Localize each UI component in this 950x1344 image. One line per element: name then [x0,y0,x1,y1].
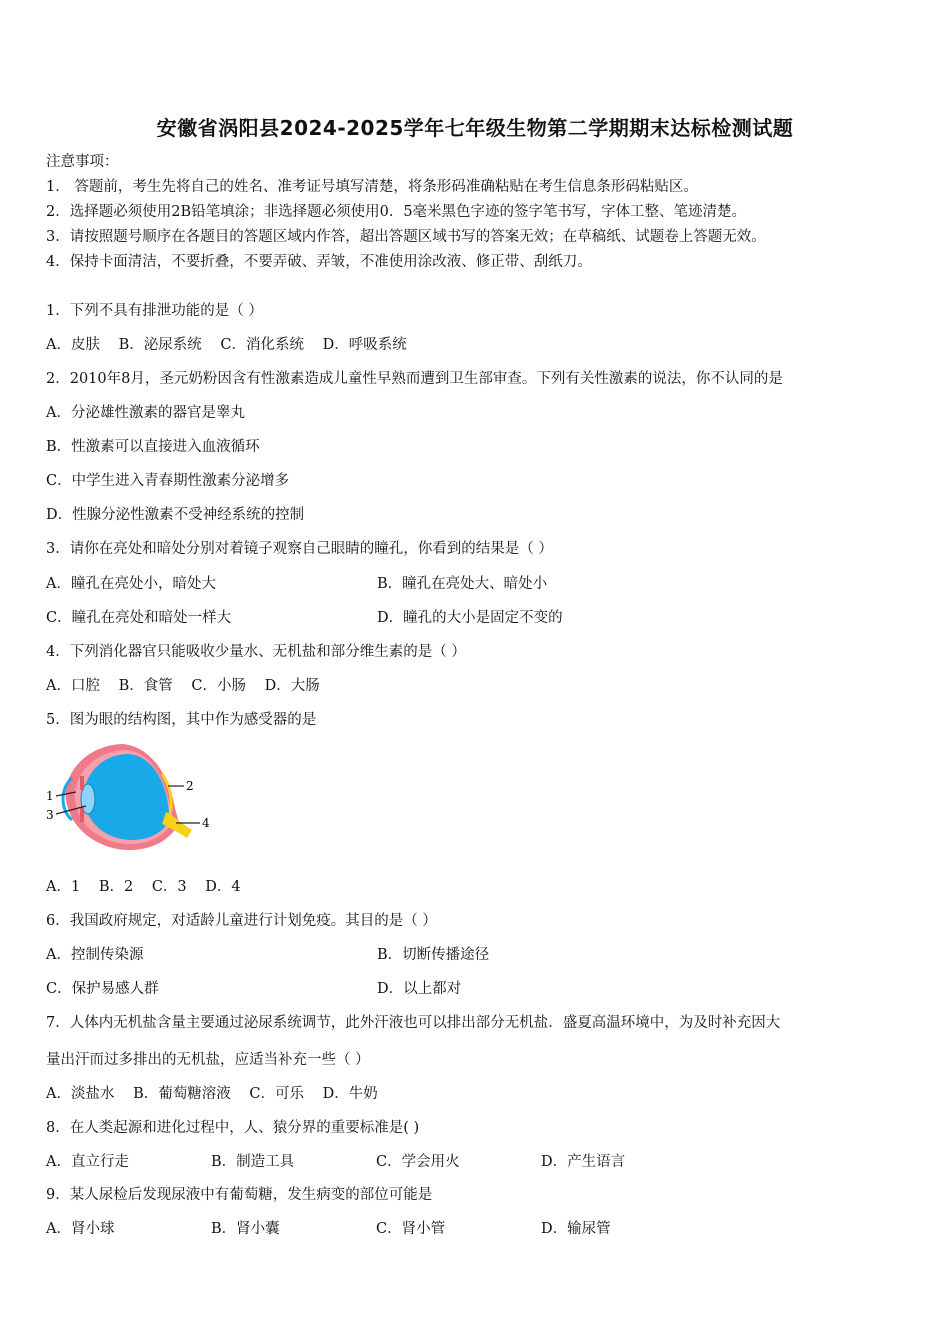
option[interactable]: A．肾小球 [46,1221,115,1237]
figure-label: 1 [46,789,54,803]
option[interactable]: A．分泌雄性激素的器官是睾丸 [46,405,245,421]
notice-item: 3．请按照题号顺序在各题目的答题区域内作答，超出答题区域书写的答案无效；在草稿纸、试题卷上答题无效。 [46,229,766,245]
option[interactable]: B．食管 [118,678,173,694]
option[interactable]: D．呼吸系统 [322,337,407,353]
question-stem: 4．下列消化器官只能吸收少量水、无机盐和部分维生素的是（ ） [46,644,466,660]
option[interactable]: C．肾小管 [376,1221,446,1237]
figure-label: 4 [202,816,210,830]
figure-label: 3 [46,808,54,822]
question-stem-continued: 量出汗而过多排出的无机盐，应适当补充一些（ ） [46,1052,370,1068]
option[interactable]: D．瞳孔的大小是固定不变的 [377,610,563,626]
option[interactable]: A．口腔 [46,678,100,694]
option[interactable]: D．大肠 [264,678,320,694]
iris-lower [80,808,84,822]
question-stem: 3．请你在亮处和暗处分别对着镜子观察自己眼睛的瞳孔，你看到的结果是（ ） [46,541,553,557]
page-title: 安徽省涡阳县2024-2025学年七年级生物第二学期期末达标检测试题 [156,116,794,140]
question-stem: 6．我国政府规定，对适龄儿童进行计划免疫。其目的是（ ） [46,913,437,929]
option[interactable]: C．消化系统 [220,337,304,353]
notice-item: 2．选择题必须使用2B铅笔填涂；非选择题必须使用0．5毫米黑色字迹的签字笔书写，字体工整、笔迹清楚。 [46,204,747,220]
eye-structure-diagram [42,738,217,856]
option[interactable]: B．泌尿系统 [118,337,202,353]
option[interactable]: A．皮肤 [46,337,100,353]
option[interactable]: D．以上都对 [377,981,462,997]
option[interactable]: A．1 [46,879,81,895]
figure-label: 2 [186,779,194,793]
question-stem: 2．2010年8月，圣元奶粉因含有性激素造成儿童性早熟而遭到卫生部审查。下列有关性激素的说法，你不认同的是 [46,371,783,387]
option[interactable]: A．淡盐水 [46,1086,115,1102]
option[interactable]: D．输尿管 [541,1221,611,1237]
option-row [46,1219,706,1239]
notice-item: 4．保持卡面清洁，不要折叠，不要弄破、弄皱，不准使用涂改液、修正带、刮纸刀。 [46,254,592,270]
question-stem: 7．人体内无机盐含量主要通过泌尿系统调节，此外汗液也可以排出部分无机盐．盛夏高温环境中，为及时补充因大 [46,1015,781,1031]
option-row [46,1152,706,1172]
option[interactable]: B．肾小囊 [211,1221,280,1237]
question-stem: 8．在人类起源和进化过程中，人、猿分界的重要标准是( ) [46,1120,420,1136]
question-stem: 9．某人尿检后发现尿液中有葡萄糖，发生病变的部位可能是 [46,1187,433,1203]
option[interactable]: D．性腺分泌性激素不受神经系统的控制 [46,507,305,523]
option[interactable]: A．瞳孔在亮处小，暗处大 [46,576,216,592]
option[interactable]: B．性激素可以直接进入血液循环 [46,439,260,455]
option[interactable]: B．切断传播途径 [377,947,490,963]
option[interactable]: B．瞳孔在亮处大、暗处小 [377,576,548,592]
option[interactable]: A．直立行走 [46,1154,129,1170]
option-row [46,676,334,696]
option-row [46,1084,392,1104]
option-row [46,335,421,355]
option-row [46,877,255,897]
option[interactable]: B．制造工具 [211,1154,295,1170]
notice-heading: 注意事项： [46,154,119,170]
option[interactable]: D．4 [205,879,241,895]
question-stem: 5．图为眼的结构图，其中作为感受器的是 [46,712,317,728]
option[interactable]: B．葡萄糖溶液 [133,1086,231,1102]
option[interactable]: B．2 [98,879,134,895]
option[interactable]: D．牛奶 [322,1086,378,1102]
iris-upper [80,776,84,790]
question-stem: 1．下列不具有排泄功能的是（ ） [46,303,263,319]
option[interactable]: C．瞳孔在亮处和暗处一样大 [46,610,232,626]
notice-item: 1． 答题前，考生先将自己的姓名、准考证号填写清楚，将条形码准确粘贴在考生信息条形码粘贴区。 [46,179,698,195]
option[interactable]: C．小肠 [191,678,246,694]
option[interactable]: C．中学生进入青春期性激素分泌增多 [46,473,290,489]
option[interactable]: C．3 [151,879,187,895]
option[interactable]: D．产生语言 [541,1154,626,1170]
option[interactable]: C．学会用火 [376,1154,460,1170]
option[interactable]: A．控制传染源 [46,947,144,963]
option[interactable]: C．可乐 [249,1086,304,1102]
option[interactable]: C．保护易感人群 [46,981,159,997]
